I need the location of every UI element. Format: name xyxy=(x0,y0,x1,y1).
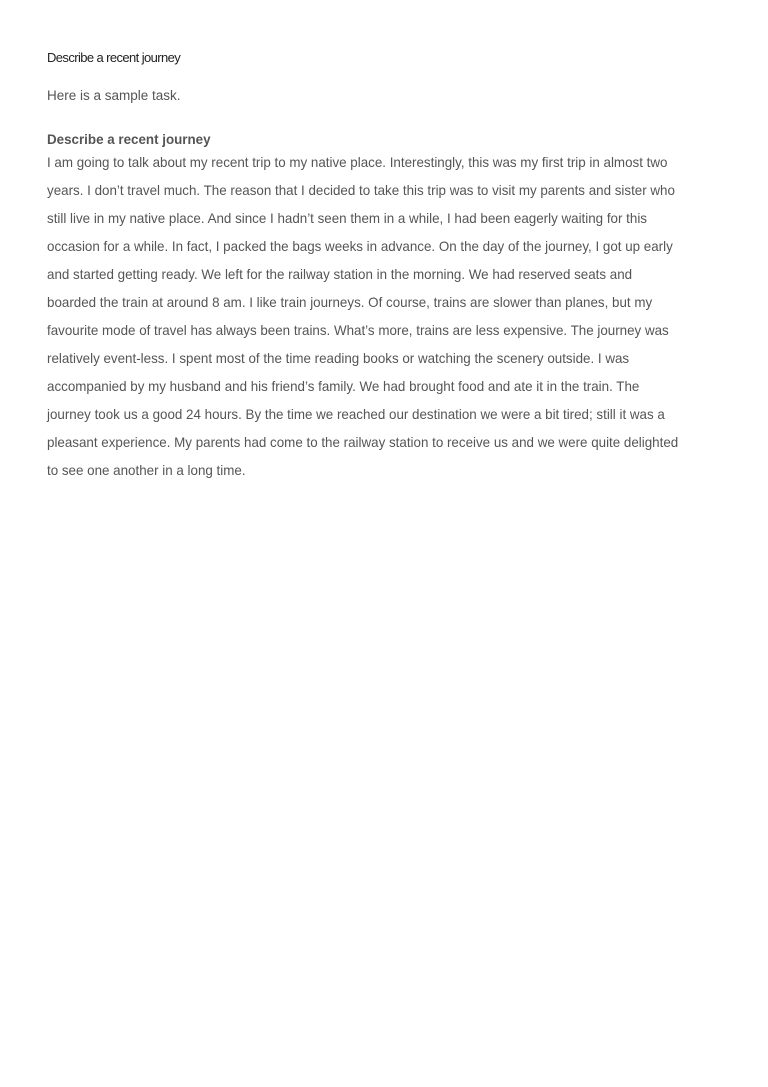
body-line: to see one another in a long time. xyxy=(47,463,246,478)
body-line: pleasant experience. My parents had come to the railway station to receive us and we were quite delighted xyxy=(47,435,679,450)
body-line: journey took us a good 24 hours. By the time we reached our destination we were a bit tired; still it was a xyxy=(47,407,665,422)
body-line: and started getting ready. We left for the railway station in the morning. We had reserved seats and xyxy=(47,267,633,282)
body-line: I am going to talk about my recent trip to my native place. Interestingly, this was my first trip in almost two xyxy=(47,155,668,170)
body-line: occasion for a while. In fact, I packed the bags weeks in advance. On the day of the journey, I got up early xyxy=(47,239,673,254)
body-line: accompanied by my husband and his friend’s family. We had brought food and ate it in the train. The xyxy=(47,379,640,394)
body-line: favourite mode of travel has always been trains. What’s more, trains are less expensive. The journey was xyxy=(47,323,669,338)
section-heading: Describe a recent journey xyxy=(47,132,211,147)
intro-text: Here is a sample task. xyxy=(47,88,181,103)
body-line: relatively event-less. I spent most of the time reading books or watching the scenery outside. I was xyxy=(47,351,630,366)
document-title: Describe a recent journey xyxy=(47,50,181,65)
essay-body xyxy=(47,149,727,485)
essay-section xyxy=(47,131,727,485)
body-line: years. I don’t travel much. The reason that I decided to take this trip was to visit my parents and sister who xyxy=(47,183,675,198)
body-line: still live in my native place. And since I hadn’t seen them in a while, I had been eagerly waiting for this xyxy=(47,211,647,226)
body-line: boarded the train at around 8 am. I like train journeys. Of course, trains are slower than planes, but my xyxy=(47,295,653,310)
